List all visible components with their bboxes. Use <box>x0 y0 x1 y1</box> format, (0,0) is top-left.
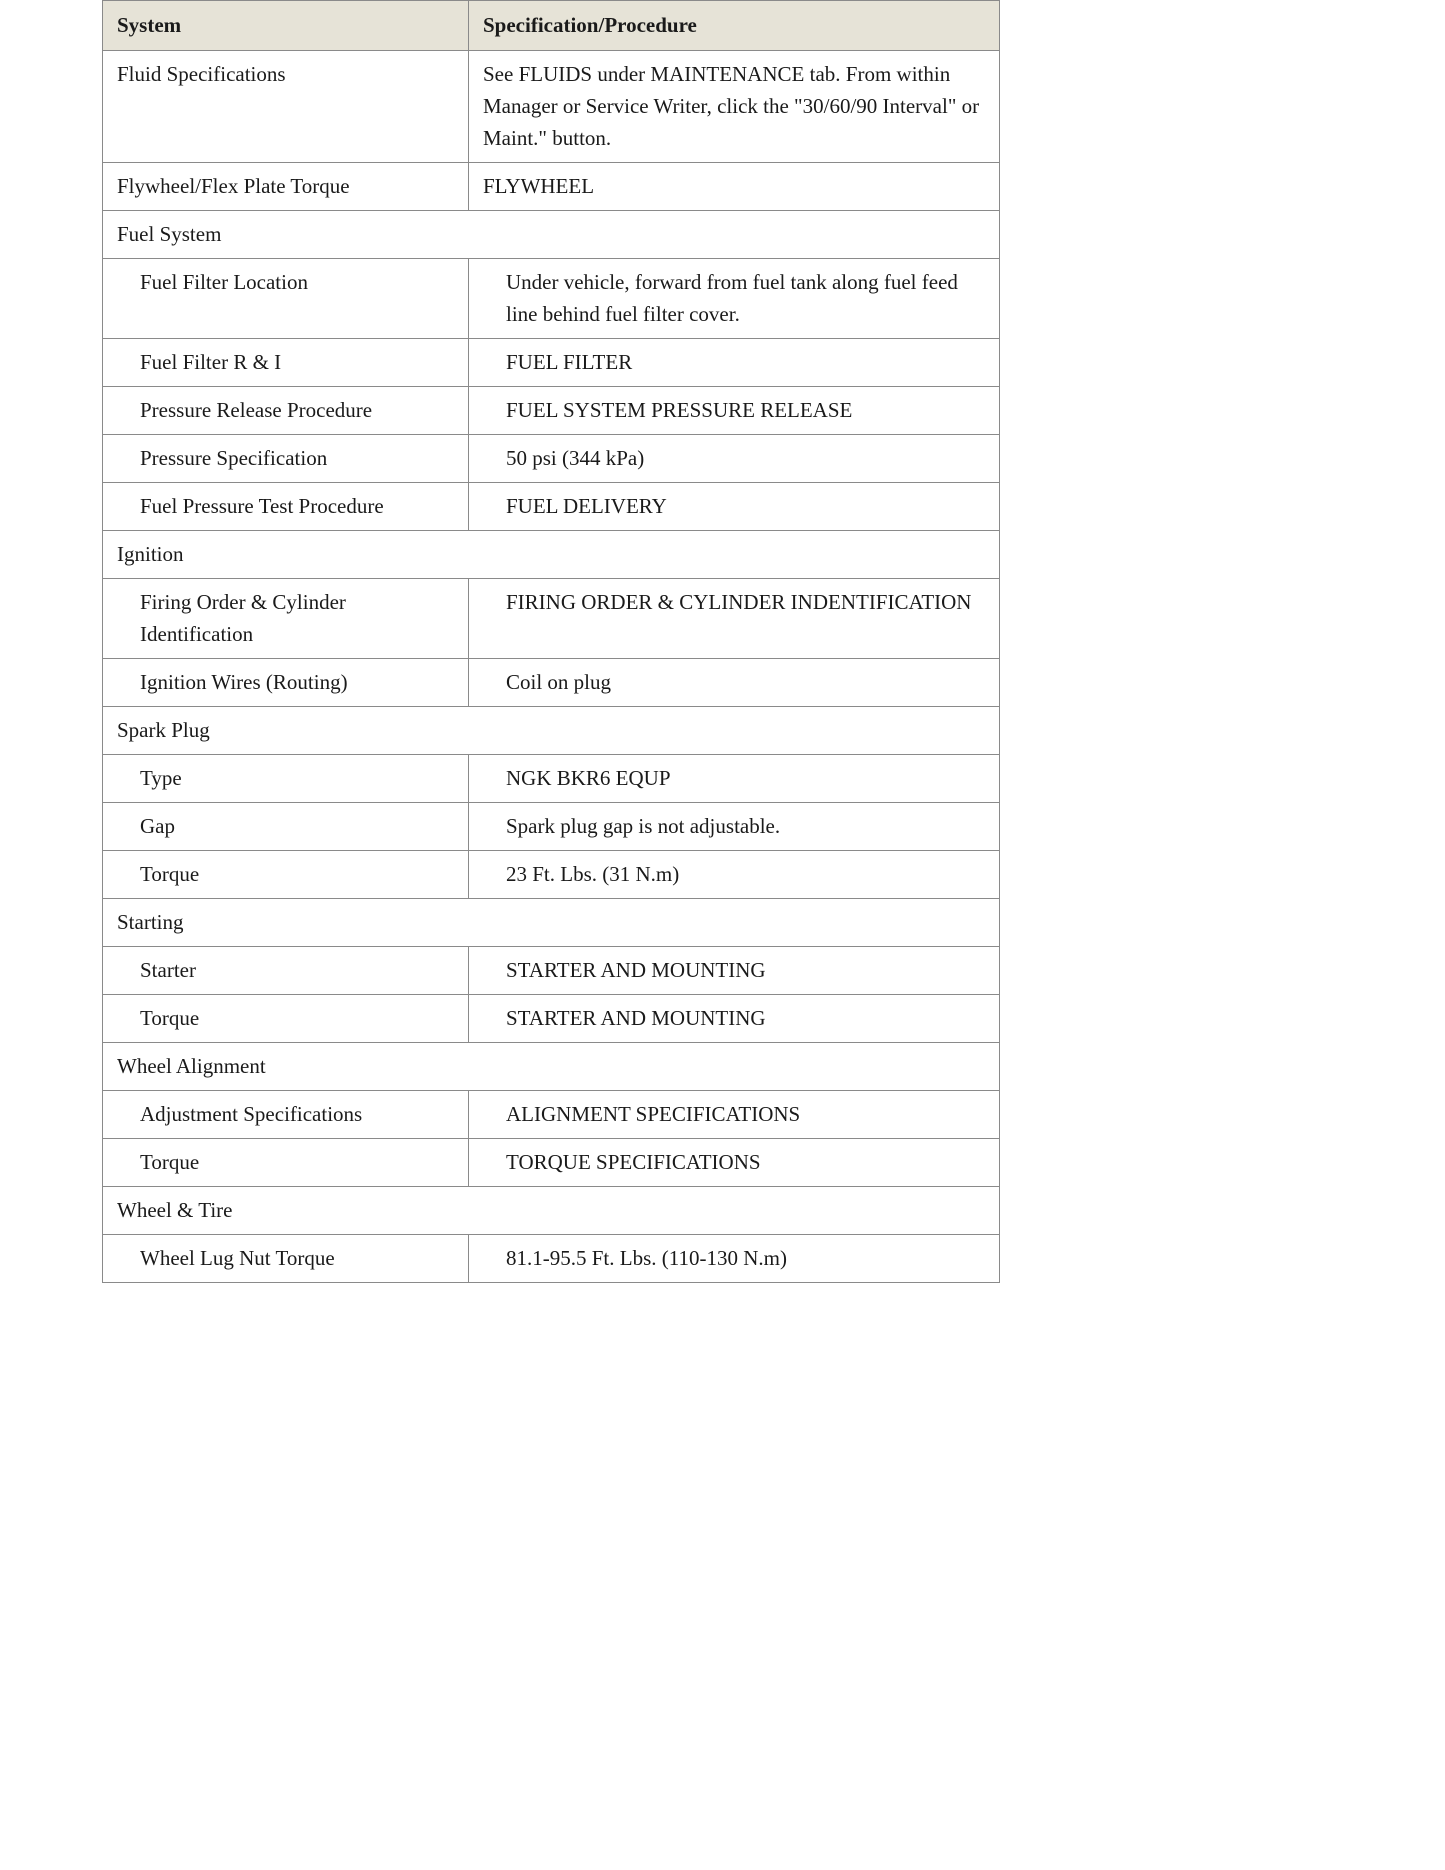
table-body <box>103 51 1000 1283</box>
specification-cell: FIRING ORDER & CYLINDER INDENTIFICATION <box>469 579 1000 659</box>
header-specification: Specification/Procedure <box>469 1 1000 51</box>
section-heading: Ignition <box>103 531 1000 579</box>
section-row <box>103 707 1000 755</box>
system-cell: Gap <box>103 803 469 851</box>
section-heading: Wheel & Tire <box>103 1187 1000 1235</box>
system-cell: Fuel Pressure Test Procedure <box>103 483 469 531</box>
system-cell: Pressure Release Procedure <box>103 387 469 435</box>
specification-cell: 23 Ft. Lbs. (31 N.m) <box>469 851 1000 899</box>
section-row <box>103 1043 1000 1091</box>
table-row <box>103 947 1000 995</box>
specification-cell: Coil on plug <box>469 659 1000 707</box>
system-cell: Adjustment Specifications <box>103 1091 469 1139</box>
specification-cell: ALIGNMENT SPECIFICATIONS <box>469 1091 1000 1139</box>
table-row <box>103 1139 1000 1187</box>
table-header <box>103 1 1000 51</box>
system-cell: Starter <box>103 947 469 995</box>
section-row <box>103 211 1000 259</box>
system-cell: Flywheel/Flex Plate Torque <box>103 163 469 211</box>
table-row <box>103 755 1000 803</box>
section-heading: Fuel System <box>103 211 1000 259</box>
section-heading: Starting <box>103 899 1000 947</box>
system-cell: Pressure Specification <box>103 435 469 483</box>
table-row <box>103 163 1000 211</box>
header-row <box>103 1 1000 51</box>
section-heading: Wheel Alignment <box>103 1043 1000 1091</box>
table-row <box>103 51 1000 163</box>
system-cell: Torque <box>103 995 469 1043</box>
system-cell: Fuel Filter R & I <box>103 339 469 387</box>
table-row <box>103 803 1000 851</box>
section-row <box>103 531 1000 579</box>
section-heading: Spark Plug <box>103 707 1000 755</box>
specification-cell: FLYWHEEL <box>469 163 1000 211</box>
table-row <box>103 435 1000 483</box>
specification-cell: TORQUE SPECIFICATIONS <box>469 1139 1000 1187</box>
section-row <box>103 899 1000 947</box>
system-cell: Firing Order & Cylinder Identification <box>103 579 469 659</box>
table-row <box>103 339 1000 387</box>
specification-table <box>102 0 1000 1283</box>
specification-cell: STARTER AND MOUNTING <box>469 947 1000 995</box>
table-row <box>103 1235 1000 1283</box>
specification-cell: Under vehicle, forward from fuel tank along fuel feed line behind fuel filter cover. <box>469 259 1000 339</box>
specification-cell: 81.1-95.5 Ft. Lbs. (110-130 N.m) <box>469 1235 1000 1283</box>
table-row <box>103 387 1000 435</box>
system-cell: Ignition Wires (Routing) <box>103 659 469 707</box>
table-row <box>103 579 1000 659</box>
system-cell: Fuel Filter Location <box>103 259 469 339</box>
system-cell: Type <box>103 755 469 803</box>
system-cell: Fluid Specifications <box>103 51 469 163</box>
header-system: System <box>103 1 469 51</box>
table-row <box>103 483 1000 531</box>
table-row <box>103 995 1000 1043</box>
table-row <box>103 851 1000 899</box>
specification-cell: STARTER AND MOUNTING <box>469 995 1000 1043</box>
system-cell: Torque <box>103 1139 469 1187</box>
system-cell: Torque <box>103 851 469 899</box>
table-row <box>103 659 1000 707</box>
specification-cell: See FLUIDS under MAINTENANCE tab. From within Manager or Service Writer, click the "30/60/90 Interval" or Maint." button. <box>469 51 1000 163</box>
table-row <box>103 259 1000 339</box>
specification-cell: 50 psi (344 kPa) <box>469 435 1000 483</box>
section-row <box>103 1187 1000 1235</box>
specification-cell: Spark plug gap is not adjustable. <box>469 803 1000 851</box>
specification-cell: FUEL DELIVERY <box>469 483 1000 531</box>
system-cell: Wheel Lug Nut Torque <box>103 1235 469 1283</box>
table-row <box>103 1091 1000 1139</box>
specification-cell: FUEL SYSTEM PRESSURE RELEASE <box>469 387 1000 435</box>
specification-cell: NGK BKR6 EQUP <box>469 755 1000 803</box>
specification-cell: FUEL FILTER <box>469 339 1000 387</box>
